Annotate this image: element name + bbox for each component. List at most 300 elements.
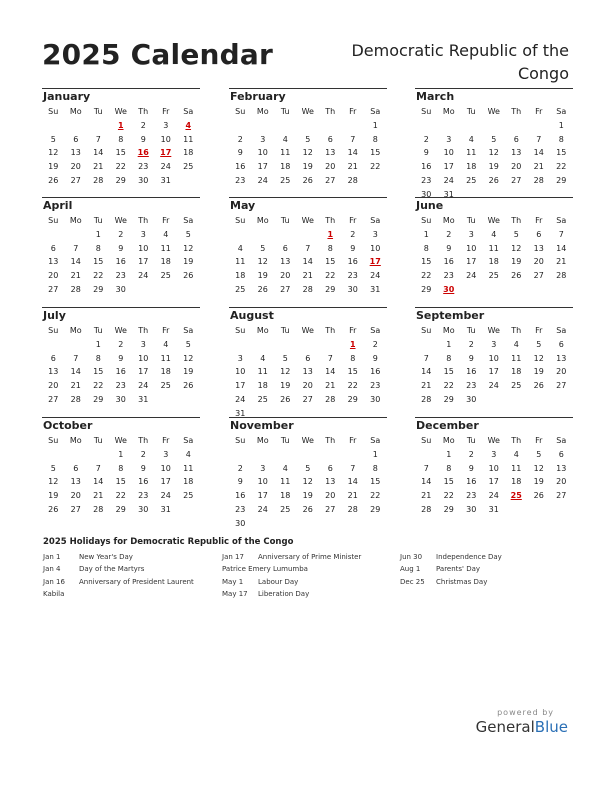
day-cell: 2 bbox=[237, 134, 243, 144]
day-cell: 27 bbox=[556, 381, 567, 391]
day-cell: 23 bbox=[466, 491, 477, 501]
day-cell: 10 bbox=[138, 243, 149, 253]
weekday-label: Fr bbox=[349, 216, 357, 225]
day-cell: 18 bbox=[511, 477, 522, 487]
day-cell: 28 bbox=[325, 394, 336, 404]
empty-day-cell bbox=[415, 448, 438, 462]
day-cell: 26 bbox=[302, 175, 313, 185]
day-cell: 29 bbox=[93, 394, 104, 404]
day-cell: 16 bbox=[235, 162, 246, 172]
day-cell: 24 bbox=[488, 381, 499, 391]
weekday-label: Tu bbox=[466, 107, 476, 116]
day-cell: 25 bbox=[160, 271, 171, 281]
weekday-label: Sa bbox=[183, 107, 194, 116]
week-row bbox=[42, 146, 200, 160]
weekday-label: Sa bbox=[556, 436, 567, 445]
weekday-header bbox=[229, 434, 387, 448]
day-cell: 21 bbox=[93, 162, 104, 172]
day-cell: 29 bbox=[347, 394, 358, 404]
day-cell: 7 bbox=[95, 134, 101, 144]
empty-day-cell bbox=[65, 338, 88, 352]
holiday-name: Anniversary of Prime Minister bbox=[258, 553, 362, 561]
week-row bbox=[42, 503, 200, 517]
holiday-entry bbox=[43, 563, 194, 575]
day-cell: 4 bbox=[491, 229, 497, 239]
day-cell: 28 bbox=[70, 284, 81, 294]
day-cell: 24 bbox=[160, 162, 171, 172]
day-cell: 21 bbox=[347, 491, 358, 501]
day-cell: 21 bbox=[421, 381, 432, 391]
day-cell: 11 bbox=[257, 367, 268, 377]
weekday-header bbox=[415, 214, 573, 228]
weekday-label: Mo bbox=[256, 436, 269, 445]
empty-day-cell bbox=[550, 283, 573, 297]
day-cell: 9 bbox=[140, 463, 146, 473]
day-cell: 25 bbox=[280, 175, 291, 185]
weekday-label: We bbox=[301, 326, 314, 335]
holiday-entry bbox=[400, 576, 502, 588]
empty-day-cell bbox=[319, 448, 342, 462]
day-cell: 15 bbox=[93, 257, 104, 267]
week-row bbox=[42, 365, 200, 379]
day-cell: 6 bbox=[282, 243, 288, 253]
day-cell: 31 bbox=[443, 189, 454, 199]
day-cell: 17 bbox=[257, 162, 268, 172]
week-row bbox=[229, 269, 387, 283]
brand-general-text: General bbox=[475, 718, 535, 736]
week-row bbox=[229, 352, 387, 366]
empty-day-cell bbox=[65, 448, 88, 462]
day-cell: 10 bbox=[488, 353, 499, 363]
day-cell: 15 bbox=[421, 257, 432, 267]
weekday-label: Su bbox=[48, 216, 59, 225]
day-cell: 27 bbox=[556, 491, 567, 501]
day-cell: 6 bbox=[305, 353, 311, 363]
week-row bbox=[42, 393, 200, 407]
day-cell: 23 bbox=[138, 162, 149, 172]
day-cell: 10 bbox=[488, 463, 499, 473]
footer-branding bbox=[428, 708, 568, 737]
week-row bbox=[229, 255, 387, 269]
weekday-label: Mo bbox=[69, 107, 82, 116]
day-cell: 25 bbox=[160, 381, 171, 391]
day-cell: 14 bbox=[347, 477, 358, 487]
day-cell: 29 bbox=[115, 504, 126, 514]
empty-day-cell bbox=[342, 119, 365, 133]
week-row bbox=[42, 379, 200, 393]
day-cell: 13 bbox=[325, 148, 336, 158]
day-cell: 19 bbox=[183, 367, 194, 377]
day-cell: 12 bbox=[533, 463, 544, 473]
day-cell: 9 bbox=[372, 353, 378, 363]
day-cell: 5 bbox=[50, 134, 56, 144]
day-cell: 8 bbox=[423, 243, 429, 253]
day-cell: 23 bbox=[443, 271, 454, 281]
day-cell: 18 bbox=[488, 257, 499, 267]
holiday-entry bbox=[43, 588, 194, 600]
weekday-label: Su bbox=[235, 436, 246, 445]
month-name: January bbox=[43, 90, 91, 103]
month-name: April bbox=[43, 199, 73, 212]
day-cell: 18 bbox=[280, 491, 291, 501]
day-cell: 1 bbox=[95, 339, 101, 349]
day-cell: 17 bbox=[443, 162, 454, 172]
day-cell: 10 bbox=[138, 353, 149, 363]
weekday-label: We bbox=[114, 107, 127, 116]
brand-logo[interactable] bbox=[428, 717, 568, 737]
weekday-label: Th bbox=[511, 326, 522, 335]
day-cell: 27 bbox=[325, 504, 336, 514]
weekday-label: Th bbox=[325, 107, 336, 116]
empty-day-cell bbox=[297, 338, 320, 352]
day-cell: 20 bbox=[556, 367, 567, 377]
day-cell: 22 bbox=[115, 491, 126, 501]
day-cell: 15 bbox=[556, 148, 567, 158]
day-cell: 31 bbox=[160, 175, 171, 185]
day-cell: 22 bbox=[347, 381, 358, 391]
holiday-column bbox=[222, 551, 361, 600]
day-cell: 18 bbox=[160, 257, 171, 267]
day-cell: 14 bbox=[70, 257, 81, 267]
day-cell: 12 bbox=[183, 353, 194, 363]
day-cell: 25 bbox=[183, 491, 194, 501]
day-cell: 21 bbox=[421, 491, 432, 501]
day-cell: 16 bbox=[466, 367, 477, 377]
day-cell: 8 bbox=[350, 353, 356, 363]
day-cell: 14 bbox=[70, 367, 81, 377]
weekday-header bbox=[229, 214, 387, 228]
week-row bbox=[42, 160, 200, 174]
empty-day-cell bbox=[42, 448, 65, 462]
holiday-column bbox=[400, 551, 502, 588]
day-cell: 16 bbox=[115, 257, 126, 267]
holiday-entry bbox=[222, 551, 361, 563]
day-cell: 16 bbox=[347, 257, 358, 267]
weekday-label: Su bbox=[421, 216, 432, 225]
day-cell: 20 bbox=[556, 477, 567, 487]
weekday-label: Mo bbox=[442, 326, 455, 335]
day-cell: 26 bbox=[48, 175, 59, 185]
day-cell: 22 bbox=[421, 271, 432, 281]
day-cell: 18 bbox=[183, 148, 194, 158]
day-cell: 30 bbox=[370, 394, 381, 404]
day-cell: 9 bbox=[423, 148, 429, 158]
day-cell: 3 bbox=[237, 353, 243, 363]
weekday-label: Fr bbox=[535, 216, 543, 225]
day-cell: 5 bbox=[282, 353, 288, 363]
holiday-day-cell: 17 bbox=[160, 148, 172, 158]
day-cell: 4 bbox=[163, 229, 169, 239]
holiday-day-cell: 25 bbox=[510, 491, 522, 501]
empty-day-cell bbox=[177, 174, 200, 188]
day-cell: 4 bbox=[282, 134, 288, 144]
day-cell: 8 bbox=[327, 243, 333, 253]
day-cell: 7 bbox=[73, 243, 79, 253]
day-cell: 31 bbox=[488, 504, 499, 514]
day-cell: 7 bbox=[327, 353, 333, 363]
day-cell: 12 bbox=[302, 148, 313, 158]
week-row bbox=[229, 462, 387, 476]
day-cell: 31 bbox=[235, 408, 246, 418]
weekday-label: Th bbox=[138, 436, 149, 445]
day-cell: 21 bbox=[93, 491, 104, 501]
day-cell: 3 bbox=[260, 463, 266, 473]
day-cell: 19 bbox=[511, 257, 522, 267]
day-cell: 1 bbox=[446, 449, 452, 459]
day-cell: 8 bbox=[446, 463, 452, 473]
holiday-day-cell: 16 bbox=[137, 148, 149, 158]
day-cell: 11 bbox=[160, 243, 171, 253]
empty-day-cell bbox=[550, 503, 573, 517]
day-cell: 13 bbox=[302, 367, 313, 377]
day-cell: 6 bbox=[558, 339, 564, 349]
day-cell: 26 bbox=[280, 394, 291, 404]
day-cell: 18 bbox=[257, 381, 268, 391]
day-cell: 3 bbox=[468, 229, 474, 239]
weekday-label: Th bbox=[511, 107, 522, 116]
weekday-label: Su bbox=[235, 326, 246, 335]
day-cell: 12 bbox=[511, 243, 522, 253]
day-cell: 30 bbox=[347, 284, 358, 294]
weekday-label: Th bbox=[138, 326, 149, 335]
day-cell: 12 bbox=[488, 148, 499, 158]
holiday-date: Jan 17 bbox=[222, 553, 244, 561]
holiday-date: Dec 25 bbox=[400, 577, 425, 586]
weekday-label: Fr bbox=[349, 107, 357, 116]
empty-day-cell bbox=[155, 283, 178, 297]
month-name: August bbox=[230, 309, 274, 322]
day-cell: 22 bbox=[325, 271, 336, 281]
week-row bbox=[229, 393, 387, 407]
week-row bbox=[42, 119, 200, 133]
week-row bbox=[415, 352, 573, 366]
week-row bbox=[229, 503, 387, 517]
brand-blue-text: Blue bbox=[534, 718, 568, 736]
day-cell: 2 bbox=[468, 339, 474, 349]
month-name: May bbox=[230, 199, 256, 212]
day-cell: 11 bbox=[160, 353, 171, 363]
day-cell: 6 bbox=[50, 243, 56, 253]
day-cell: 24 bbox=[257, 504, 268, 514]
empty-day-cell bbox=[274, 448, 297, 462]
day-cell: 23 bbox=[347, 271, 358, 281]
day-cell: 5 bbox=[260, 243, 266, 253]
day-cell: 24 bbox=[257, 175, 268, 185]
weekday-label: Sa bbox=[183, 436, 194, 445]
day-cell: 26 bbox=[48, 504, 59, 514]
weekday-label: Mo bbox=[256, 107, 269, 116]
weekday-label: Tu bbox=[93, 107, 103, 116]
day-cell: 28 bbox=[533, 175, 544, 185]
weekday-label: We bbox=[114, 436, 127, 445]
empty-day-cell bbox=[364, 517, 387, 531]
day-cell: 9 bbox=[468, 353, 474, 363]
holiday-entry bbox=[43, 576, 194, 588]
day-cell: 22 bbox=[370, 162, 381, 172]
week-row bbox=[42, 133, 200, 147]
day-cell: 24 bbox=[160, 491, 171, 501]
day-cell: 3 bbox=[140, 339, 146, 349]
weekday-label: Sa bbox=[556, 107, 567, 116]
weekday-label: Mo bbox=[69, 436, 82, 445]
holiday-date: Jan 1 bbox=[43, 553, 61, 561]
week-row bbox=[42, 338, 200, 352]
empty-day-cell bbox=[505, 119, 528, 133]
weekday-label: Fr bbox=[535, 326, 543, 335]
empty-day-cell bbox=[415, 119, 438, 133]
day-cell: 21 bbox=[70, 381, 81, 391]
day-cell: 9 bbox=[468, 463, 474, 473]
day-cell: 20 bbox=[302, 381, 313, 391]
day-cell: 19 bbox=[48, 162, 59, 172]
week-row bbox=[42, 462, 200, 476]
day-cell: 8 bbox=[372, 463, 378, 473]
day-cell: 11 bbox=[466, 148, 477, 158]
powered-by-label: powered by bbox=[497, 708, 554, 717]
weekday-label: Su bbox=[235, 216, 246, 225]
weekday-label: Sa bbox=[370, 436, 381, 445]
month-name: September bbox=[416, 309, 485, 322]
week-row bbox=[229, 133, 387, 147]
empty-day-cell bbox=[87, 119, 110, 133]
day-cell: 8 bbox=[118, 134, 124, 144]
week-row bbox=[229, 242, 387, 256]
day-cell: 19 bbox=[488, 162, 499, 172]
day-cell: 21 bbox=[70, 271, 81, 281]
month-name: March bbox=[416, 90, 455, 103]
week-row bbox=[415, 255, 573, 269]
month-block bbox=[415, 417, 573, 517]
day-cell: 20 bbox=[511, 162, 522, 172]
day-cell: 7 bbox=[350, 463, 356, 473]
day-cell: 22 bbox=[443, 381, 454, 391]
day-cell: 23 bbox=[421, 175, 432, 185]
weekday-header bbox=[42, 434, 200, 448]
day-cell: 30 bbox=[235, 518, 246, 528]
day-cell: 19 bbox=[280, 381, 291, 391]
month-block bbox=[229, 197, 387, 297]
empty-day-cell bbox=[229, 338, 252, 352]
empty-day-cell bbox=[528, 283, 551, 297]
empty-day-cell bbox=[65, 228, 88, 242]
week-row bbox=[415, 119, 573, 133]
day-cell: 4 bbox=[282, 463, 288, 473]
weekday-label: Tu bbox=[466, 216, 476, 225]
weekday-label: Fr bbox=[162, 216, 170, 225]
day-cell: 25 bbox=[466, 175, 477, 185]
empty-day-cell bbox=[252, 448, 275, 462]
day-cell: 21 bbox=[325, 381, 336, 391]
weekday-label: Su bbox=[48, 326, 59, 335]
empty-day-cell bbox=[505, 393, 528, 407]
day-cell: 24 bbox=[443, 175, 454, 185]
day-cell: 5 bbox=[305, 463, 311, 473]
day-cell: 2 bbox=[350, 229, 356, 239]
day-cell: 23 bbox=[235, 504, 246, 514]
day-cell: 18 bbox=[160, 367, 171, 377]
day-cell: 17 bbox=[235, 381, 246, 391]
weekday-label: We bbox=[301, 436, 314, 445]
holiday-day-cell: 4 bbox=[185, 120, 192, 130]
week-row bbox=[229, 174, 387, 188]
week-row bbox=[42, 255, 200, 269]
day-cell: 13 bbox=[48, 367, 59, 377]
weekday-header bbox=[229, 324, 387, 338]
day-cell: 18 bbox=[466, 162, 477, 172]
weekday-label: Su bbox=[48, 107, 59, 116]
month-name: October bbox=[43, 419, 93, 432]
empty-day-cell bbox=[505, 503, 528, 517]
week-row bbox=[415, 489, 573, 503]
day-cell: 1 bbox=[446, 339, 452, 349]
week-row bbox=[229, 365, 387, 379]
week-row bbox=[229, 517, 387, 531]
day-cell: 23 bbox=[466, 381, 477, 391]
day-cell: 26 bbox=[183, 271, 194, 281]
day-cell: 12 bbox=[48, 477, 59, 487]
month-block bbox=[42, 88, 200, 188]
day-cell: 14 bbox=[421, 367, 432, 377]
weekday-label: Mo bbox=[256, 326, 269, 335]
holiday-entry bbox=[400, 551, 502, 563]
day-cell: 13 bbox=[48, 257, 59, 267]
day-cell: 7 bbox=[73, 353, 79, 363]
day-cell: 25 bbox=[235, 284, 246, 294]
day-cell: 15 bbox=[115, 148, 126, 158]
day-cell: 4 bbox=[513, 339, 519, 349]
holiday-name: Patrice Emery Lumumba bbox=[222, 565, 308, 574]
week-row bbox=[415, 365, 573, 379]
day-cell: 20 bbox=[48, 271, 59, 281]
weekday-label: Mo bbox=[69, 326, 82, 335]
day-cell: 28 bbox=[347, 504, 358, 514]
day-cell: 10 bbox=[235, 367, 246, 377]
day-cell: 20 bbox=[280, 271, 291, 281]
day-cell: 27 bbox=[70, 175, 81, 185]
month-name: December bbox=[416, 419, 479, 432]
day-cell: 19 bbox=[302, 162, 313, 172]
weekday-label: Tu bbox=[466, 326, 476, 335]
day-cell: 26 bbox=[257, 284, 268, 294]
day-cell: 16 bbox=[138, 477, 149, 487]
week-row bbox=[415, 174, 573, 188]
day-cell: 16 bbox=[115, 367, 126, 377]
day-cell: 9 bbox=[140, 134, 146, 144]
weekday-header bbox=[415, 434, 573, 448]
day-cell: 29 bbox=[115, 175, 126, 185]
weekday-label: Mo bbox=[442, 436, 455, 445]
day-cell: 9 bbox=[237, 477, 243, 487]
day-cell: 21 bbox=[533, 162, 544, 172]
day-cell: 29 bbox=[421, 284, 432, 294]
day-cell: 10 bbox=[257, 477, 268, 487]
holiday-day-cell: 30 bbox=[443, 284, 455, 294]
weekday-label: Sa bbox=[556, 216, 567, 225]
day-cell: 25 bbox=[511, 381, 522, 391]
day-cell: 8 bbox=[446, 353, 452, 363]
day-cell: 5 bbox=[185, 339, 191, 349]
week-row bbox=[42, 489, 200, 503]
day-cell: 15 bbox=[443, 367, 454, 377]
weekday-label: Fr bbox=[349, 436, 357, 445]
weekday-label: We bbox=[487, 436, 500, 445]
holiday-date: Aug 1 bbox=[400, 565, 421, 574]
empty-day-cell bbox=[229, 448, 252, 462]
weekday-label: We bbox=[487, 107, 500, 116]
day-cell: 15 bbox=[325, 257, 336, 267]
day-cell: 24 bbox=[488, 491, 499, 501]
week-row bbox=[229, 475, 387, 489]
